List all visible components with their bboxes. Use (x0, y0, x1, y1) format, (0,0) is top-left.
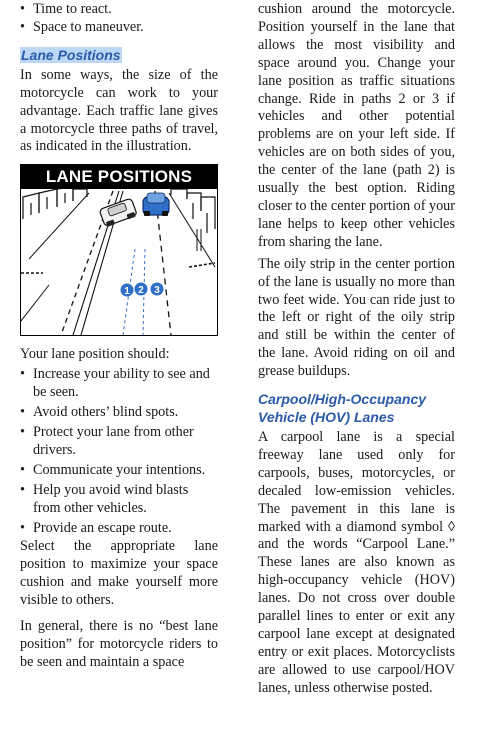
list-item: • Communicate your intentions. (20, 462, 218, 480)
blue-car-icon (143, 193, 169, 216)
hov-heading: Carpool/High-Occupancy Vehicle (HOV) Lanes (258, 391, 427, 426)
list-item: • Protect your lane from other drivers. (20, 424, 218, 460)
lane-positions-figure (20, 164, 218, 336)
list-item: • Provide an escape route. (20, 520, 218, 538)
hov-paragraph: A carpool lane is a special freeway lane used only for carpools, buses, motorcycles, or decaled low-emission vehicles. The pavement in this lane is marked with a diamond symbol ◊ and the words “Carpool Lane.” These lanes are also known as high-occupancy vehicle (HOV) lanes. Do not cross over double parallel lines to enter or exit any carpool lane except at designated entry or exit places. Motorcyclists are allowed to use carpool/HOV lanes, unless otherwise posted. (258, 429, 455, 696)
path-label-1: 1 (124, 286, 130, 298)
lane-positions-paragraph: In some ways, the size of the motorcycle can work to your advantage. Each traffic lane gives a motorcycle three paths of travel, as indicated in the illustration. (20, 66, 218, 155)
lane-illustration (21, 189, 217, 335)
path-label-2: 2 (138, 285, 144, 297)
list-item: • Time to react. (20, 1, 218, 19)
select-paragraph: Select the appropriate lane position to maximize your space cushion and make yourself more visible to others. (20, 538, 218, 609)
lane-positions-heading (20, 46, 218, 64)
list-item: • Increase your ability to see and be seen. (20, 366, 218, 402)
oily-strip-paragraph: The oily strip in the center portion of the lane is usually no more than two feet wide. You can ride just to the left or right of the oily strip and still be within the center of the lane. Avoid riding on oil and grease buildups. (258, 255, 455, 380)
lane-positions-heading-text: Lane Positions (21, 46, 121, 63)
left-column (20, 0, 218, 672)
list-item: • Help you avoid wind blasts from other vehicles. (20, 482, 218, 518)
list-item: • Avoid others’ blind spots. (20, 404, 218, 422)
list-item: • Space to maneuver. (20, 19, 218, 37)
right-column (258, 0, 455, 698)
continued-paragraph: cushion around the motorcycle. Position yourself in the lane that allows the most visibility and space around you. Change your lane position as traffic situations change. Ride in paths 2 or 3 if vehicles and other potential problems are on your left side. If vehicles are on both sides of you, the center of the lane (path 2) is usually the best option. Riding closer to the center portion of your lane helps to keep other vehicles from sharing the lane. (258, 1, 455, 250)
top-bullet-list (20, 1, 218, 37)
general-paragraph: In general, there is no “best lane position” for motorcycle riders to be seen and maintain a space (20, 618, 218, 670)
should-intro: Your lane position should: (20, 346, 170, 363)
figure-title: LANE POSITIONS (21, 165, 217, 189)
should-bullet-list (20, 366, 218, 537)
path-label-3: 3 (154, 285, 160, 297)
